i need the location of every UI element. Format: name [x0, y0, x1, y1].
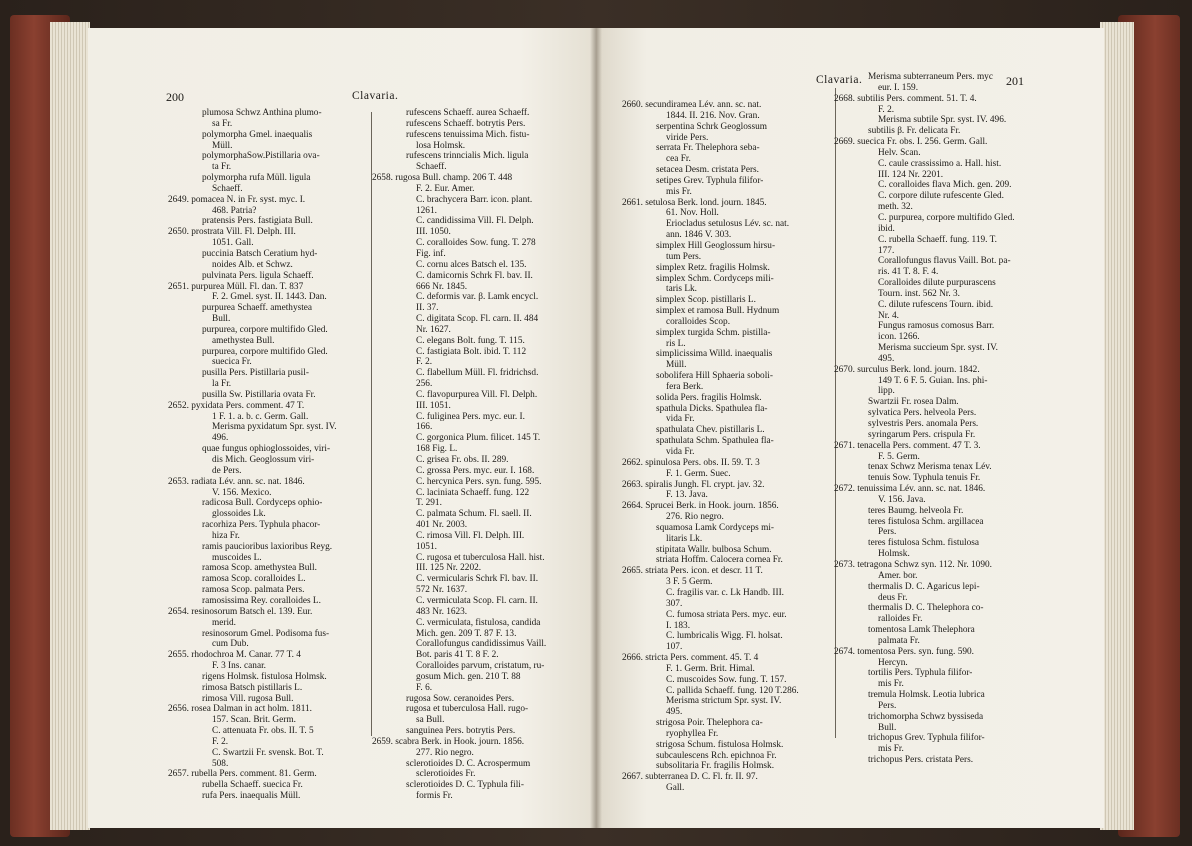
entry-line: racorhiza Pers. Typhula phacor-: [202, 520, 321, 531]
entry-line: C. cornu alces Batsch el. 135.: [416, 259, 527, 270]
entry-line: Nr. 1627.: [416, 324, 451, 335]
entry-line: purpurea, corpore multifido Gled.: [202, 324, 328, 335]
entry-line: C. dilute rufescens Tourn. ibid.: [878, 299, 994, 310]
entry-line: ramosissima Rey. coralloides L.: [202, 595, 321, 606]
entry-line: T. 291.: [416, 498, 442, 509]
entry-line: stipitata Wallr. bulbosa Schum.: [656, 544, 772, 555]
entry-line: 307.: [666, 598, 683, 609]
entry-line: rufescens Schaeff. botrytis Pers.: [406, 118, 526, 129]
entry-line: tomentosa Lamk Thelephora: [868, 625, 975, 636]
entry-line: 277. Rio negro.: [416, 747, 474, 758]
entry-line: Tourn. inst. 562 Nr. 3.: [878, 288, 960, 299]
entry-line-numbered: 2663. spiralis Jungh. Fl. crypt. jav. 32.: [622, 479, 765, 490]
entry-line: trichopus Grev. Typhula filifor-: [868, 733, 985, 744]
entry-line: meth. 32.: [878, 202, 913, 213]
entry-line-numbered: 2655. rhodochroa M. Canar. 77 T. 4: [168, 650, 301, 661]
entry-line: C. lumbricalis Wigg. Fl. holsat.: [666, 631, 783, 642]
entry-line: trichopus Pers. cristata Pers.: [868, 755, 974, 766]
entry-line: Merisma pyxidatum Spr. syst. IV.: [212, 422, 337, 433]
entry-line: 496.: [212, 433, 229, 444]
entry-line-numbered: 2653. radiata Lév. ann. sc. nat. 1846.: [168, 476, 305, 487]
entry-line: Bull.: [878, 722, 897, 733]
entry-line: noides Alb. et Schwz.: [212, 259, 293, 270]
entry-line-numbered: 2667. subterranea D. C. Fl. fr. II. 97.: [622, 772, 758, 783]
entry-line: pratensis Pers. fastigiata Bull.: [202, 216, 313, 227]
running-head: Clavaria.: [816, 74, 863, 86]
entry-line-numbered: 2673. tetragona Schwz syn. 112. Nr. 1090.: [834, 559, 992, 570]
entry-line: sclerotioides Fr.: [416, 769, 476, 780]
entry-line: C. grossa Pers. myc. eur. I. 168.: [416, 465, 535, 476]
entry-line: teres fistulosa Schm. argillacea: [868, 516, 984, 527]
entry-line: C. grisea Fr. obs. II. 289.: [416, 455, 509, 465]
entry-line: Hercyn.: [878, 657, 908, 668]
entry-line: simplicissima Willd. inaequalis: [656, 349, 773, 360]
entry-line: Corallofungus candidissimus Vaill.: [416, 639, 547, 650]
entry-line: puccinia Batsch Ceratium hyd-: [202, 248, 318, 259]
entry-line-numbered: 2670. surculus Berk. lond. journ. 1842.: [834, 364, 980, 375]
entry-line-numbered: 2654. resinosorum Batsch el. 139. Eur.: [168, 606, 313, 617]
entry-line-numbered: 2656. rosea Dalman in act holm. 1811.: [168, 704, 312, 715]
entry-line: F. 6.: [416, 682, 433, 693]
entry-line: Swartzii Fr. rosea Dalm.: [868, 397, 959, 408]
entry-line: C. coralloides Sow. fung. T. 278: [416, 238, 536, 249]
entry-line: C. fuliginea Pers. myc. eur. I.: [416, 411, 525, 422]
entry-line: rufa Pers. inaequalis Müll.: [202, 791, 301, 802]
entry-line: C. brachycera Barr. icon. plant.: [416, 194, 533, 205]
page-number: 200: [166, 90, 184, 104]
entry-line-numbered: 2674. tomentosa Pers. syn. fung. 590.: [834, 646, 974, 657]
entry-line: III. 1050.: [416, 227, 451, 238]
entry-line: C. fumosa striata Pers. myc. eur.: [666, 609, 787, 620]
entry-line: C. coralloides flava Mich. gen. 209.: [878, 180, 1012, 191]
entry-line-numbered: 2671. tenacella Pers. comment. 47 T. 3.: [834, 440, 981, 451]
entry-line: F. 2.: [212, 736, 229, 747]
entry-line: Corallofungus flavus Vaill. Bot. pa-: [878, 256, 1011, 267]
page-edges-left: [50, 22, 90, 830]
left-page-column-2: [372, 108, 592, 802]
entry-line: C. muscoides Sow. fung. T. 157.: [666, 674, 787, 685]
entry-line: ryophyllea Fr.: [666, 728, 719, 739]
entry-line: 495.: [666, 707, 683, 718]
entry-line: spathula Dicks. Spathulea fla-: [656, 403, 768, 414]
entry-line: 1051.: [416, 541, 437, 552]
book-gutter: [590, 28, 602, 828]
entry-line: setacea Desm. cristata Pers.: [656, 165, 759, 176]
entry-line: suecica Fr.: [212, 357, 252, 368]
entry-line: F. 1. Germ. Brit. Himal.: [666, 663, 755, 674]
entry-line: rufescens trinncialis Mich. ligula: [406, 151, 529, 162]
entry-line: F. 2. Gmel. syst. II. 1443. Dan.: [212, 292, 327, 303]
right-page-column-2: [834, 72, 1054, 766]
entry-line: ramosa Scop. amethystea Bull.: [202, 563, 317, 574]
entry-line: solida Pers. fragilis Holmsk.: [656, 392, 762, 403]
entry-line: strigosa Schum. fistulosa Holmsk.: [656, 739, 784, 750]
entry-line: ann. 1846 V. 303.: [666, 230, 732, 241]
entry-line: pusilla Sw. Pistillaria ovata Fr.: [202, 389, 316, 400]
entry-line-numbered: 2669. suecica Fr. obs. I. 256. Germ. Gall.: [834, 137, 988, 148]
entry-line: 149 T. 6 F. 5. Guian. Ins. phi-: [878, 375, 988, 386]
entry-line: sclerotioides D. C. Typhula fili-: [406, 780, 524, 791]
entry-line: C. attenuata Fr. obs. II. T. 5: [212, 726, 314, 737]
entry-line: 166.: [416, 422, 433, 433]
entry-line: 276. Rio negro.: [666, 512, 724, 523]
entry-line: C. rugosa et tuberculosa Hall. hist.: [416, 552, 545, 563]
entry-line: F. 2. Eur. Amer.: [416, 183, 475, 194]
entry-line-numbered: 2660. secundiramea Lév. ann. sc. nat.: [622, 100, 762, 110]
entry-line: coralloides Scop.: [666, 316, 731, 327]
entry-line: purpurea, corpore multifido Gled.: [202, 346, 328, 357]
entry-line: I. 183.: [666, 620, 691, 631]
entry-line: ramis paucioribus laxioribus Reyg.: [202, 541, 333, 552]
entry-line: 256.: [416, 379, 433, 390]
entry-line: teres fistulosa Schm. fistulosa: [868, 538, 980, 549]
entry-line: 3 F. 5 Germ.: [666, 577, 713, 588]
entry-line: purpurea Schaeff. amethystea: [202, 303, 313, 314]
entry-line: C. corpore dilute rufescente Gled.: [878, 191, 1004, 202]
page-number: 201: [1006, 74, 1024, 88]
entry-line: V. 156. Mexico.: [212, 487, 272, 498]
entry-line: 107.: [666, 642, 683, 653]
entry-line: fera Berk.: [666, 381, 704, 392]
entry-line: C. elegans Bolt. fung. T. 115.: [416, 335, 525, 346]
entry-line: litaris Lk.: [666, 533, 703, 544]
entry-line: mis Fr.: [878, 679, 904, 690]
entry-line: sobolifera Hill Sphaeria soboli-: [656, 371, 773, 382]
entry-line: simplex turgida Schm. pistilla-: [656, 327, 771, 338]
entry-line: III. 124 Nr. 2201.: [878, 169, 944, 180]
entry-line-numbered: 2661. setulosa Berk. lond. journ. 1845.: [622, 197, 767, 208]
entry-line: 508.: [212, 758, 229, 769]
entry-line: serrata Fr. Thelephora seba-: [656, 143, 760, 154]
entry-line-numbered: 2664. Sprucei Berk. in Hook. journ. 1856.: [622, 501, 779, 512]
entry-line: Gall.: [666, 783, 685, 794]
entry-line: sanguinea Pers. botrytis Pers.: [406, 726, 516, 737]
entry-line: Müll.: [212, 140, 233, 151]
entry-line: Nr. 4.: [878, 310, 899, 321]
entry-line-numbered: 2650. prostrata Vill. Fl. Delph. III.: [168, 227, 296, 238]
entry-line: hiza Fr.: [212, 530, 240, 541]
entry-line: simplex Retz. fragilis Holmsk.: [656, 262, 770, 273]
entry-line: F. 2.: [878, 104, 895, 115]
entry-line: rimosa Batsch pistillaris L.: [202, 682, 303, 693]
entry-line: 61. Nov. Holl.: [666, 208, 719, 219]
entry-line: teres Baumg. helveola Fr.: [868, 505, 964, 516]
entry-line: C. palmata Schum. Fl. saell. II.: [416, 509, 532, 520]
entry-line: eur. I. 159.: [878, 82, 919, 93]
entry-line: sylvatica Pers. helveola Pers.: [868, 408, 977, 419]
entry-line: rimosa Vill. rugosa Bull.: [202, 693, 294, 704]
running-head: Clavaria.: [352, 90, 399, 102]
entry-line: formis Fr.: [416, 791, 453, 802]
entry-line: 572 Nr. 1637.: [416, 585, 468, 596]
entry-line: glossoides Lk.: [212, 509, 266, 520]
entry-line: Fungus ramosus comosus Barr.: [878, 321, 995, 332]
entry-line-numbered: 2657. rubella Pers. comment. 81. Germ.: [168, 769, 317, 780]
entry-line: Coralloides parvum, cristatum, ru-: [416, 661, 545, 672]
entry-line: resinosorum Gmel. Podisoma fus-: [202, 628, 330, 639]
entry-line: tenuis Sow. Typhula tenuis Fr.: [868, 473, 981, 484]
entry-line: cea Fr.: [666, 154, 691, 165]
entry-line: ramosa Scop. palmata Pers.: [202, 585, 305, 596]
entry-line: squamosa Lamk Cordyceps mi-: [656, 522, 774, 533]
entry-line: subsolitaria Fr. fragilis Holmsk.: [656, 761, 775, 772]
entry-line: Eriocladus setulosus Lév. sc. nat.: [666, 219, 790, 230]
entry-line: syringarum Pers. crispula Fr.: [868, 429, 976, 440]
entry-line: tum Pers.: [666, 251, 702, 262]
entry-line: icon. 1266.: [878, 332, 920, 343]
entry-line: Merisma succieum Spr. syst. IV.: [878, 343, 998, 354]
entry-line: tremula Holmsk. Leotia lubrica: [868, 690, 985, 701]
entry-line: III. 125 Nr. 2202.: [416, 563, 482, 574]
entry-line-numbered: 2666. stricta Pers. comment. 45. T. 4: [622, 653, 759, 664]
entry-line: C. candidissima Vill. Fl. Delph.: [416, 216, 534, 227]
entry-line: spathulata Schm. Spathulea fla-: [656, 436, 774, 447]
entry-line: C. fastigiata Bolt. ibid. T. 112: [416, 346, 527, 357]
entry-line: C. fragilis var. c. Lk Handb. III.: [666, 587, 784, 598]
entry-line: Schaeff.: [416, 162, 447, 173]
entry-line: Schaeff.: [212, 183, 243, 194]
right-page: [596, 28, 1104, 828]
entry-line: V. 156. Java.: [878, 494, 926, 505]
entry-line: pulvinata Pers. ligula Schaeff.: [202, 270, 314, 281]
entry-line: tortilis Pers. Typhula filifor-: [868, 668, 973, 679]
entry-line: II. 37.: [416, 303, 439, 314]
entry-line: 401 Nr. 2003.: [416, 520, 468, 531]
entry-line: C. vermiculata, fistulosa, candida: [416, 617, 541, 628]
entry-line: F. 2.: [416, 357, 433, 368]
entry-line: C. rubella Schaeff. fung. 119. T.: [878, 234, 997, 245]
right-page-column-1: [622, 100, 842, 794]
entry-line: Helv. Scan.: [878, 147, 921, 158]
entry-line: Holmsk.: [878, 549, 910, 560]
entry-line: sclerotioides D. C. Acrospermum: [406, 758, 531, 769]
entry-line: C. Swartzii Fr. svensk. Bot. T.: [212, 747, 324, 758]
entry-line: merid.: [212, 617, 237, 628]
entry-line-numbered: 2662. spinulosa Pers. obs. II. 59. T. 3: [622, 457, 760, 468]
entry-line: rigens Holmsk. fistulosa Holmsk.: [202, 671, 327, 682]
entry-line: C. purpurea, corpore multifido Gled.: [878, 212, 1015, 223]
entry-line: tenax Schwz Merisma tenax Lév.: [868, 462, 992, 473]
entry-line: 483 Nr. 1623.: [416, 606, 468, 617]
entry-line: pusilla Pers. Pistillaria pusil-: [202, 368, 309, 379]
entry-line: C. gorgonica Plum. filicet. 145 T.: [416, 433, 541, 444]
entry-line: serpentina Schrk Geoglossum: [656, 121, 768, 132]
entry-line-numbered: 2651. purpurea Müll. Fl. dan. T. 837: [168, 281, 304, 292]
entry-line: simplex Schm. Cordyceps mili-: [656, 273, 774, 284]
entry-line: vida Fr.: [666, 414, 695, 425]
entry-line: 1844. II. 216. Nov. Gran.: [666, 110, 760, 121]
entry-line: C. vermicularis Schrk Fl. bav. II.: [416, 574, 539, 585]
entry-line: ibid.: [878, 223, 895, 234]
entry-line: III. 1051.: [416, 400, 451, 411]
entry-line: deus Fr.: [878, 592, 908, 603]
entry-line: la Fr.: [212, 379, 232, 390]
entry-line: cum Dub.: [212, 639, 249, 650]
entry-line: Merisma subtile Spr. syst. IV. 496.: [878, 115, 1007, 126]
entry-line: viride Pers.: [666, 132, 709, 143]
entry-line-numbered: 2668. subtilis Pers. comment. 51. T. 4.: [834, 93, 977, 104]
entry-line: de Pers.: [212, 465, 242, 476]
entry-line: ta Fr.: [212, 162, 232, 173]
page-edges-right: [1100, 22, 1134, 830]
left-page: [88, 28, 596, 828]
entry-line: dis Mich. Geoglossum viri-: [212, 455, 315, 465]
entry-line: Bull.: [212, 314, 231, 325]
entry-line: ralloides Fr.: [878, 614, 923, 625]
entry-line: Fig. inf.: [416, 248, 446, 259]
entry-line: F. 1. Germ. Suec.: [666, 468, 731, 479]
entry-line: rugosa et tuberculosa Hall. rugo-: [406, 704, 529, 715]
entry-line: quae fungus ophioglossoides, viri-: [202, 444, 331, 455]
entry-line: C. hercynica Pers. syn. fung. 595.: [416, 476, 542, 487]
entry-line: simplex et ramosa Bull. Hydnum: [656, 306, 780, 317]
entry-line: muscoides L.: [212, 552, 262, 563]
entry-line: 468. Patria?: [212, 205, 257, 216]
entry-line-numbered: 2658. rugosa Bull. champ. 206 T. 448: [372, 173, 513, 184]
entry-line: rufescens Schaeff. aurea Schaeff.: [406, 108, 530, 118]
entry-line: trichomorpha Schwz byssiseda: [868, 711, 984, 722]
entry-line: rubella Schaeff. suecica Fr.: [202, 780, 303, 791]
entry-line: polymorpha rufa Müll. ligula: [202, 173, 311, 184]
entry-line: Pers.: [878, 527, 897, 538]
entry-line: C. rimosa Vill. Fl. Delph. III.: [416, 530, 525, 541]
entry-line: setipes Grev. Typhula filifor-: [656, 175, 764, 186]
entry-line: Amer. bor.: [878, 570, 918, 581]
entry-line: C. damicornis Schrk Fl. bav. II.: [416, 270, 533, 281]
entry-line-numbered: 2672. tenuissima Lév. ann. sc. nat. 1846.: [834, 484, 986, 495]
entry-line: subcaulescens Rch. epichnoa Fr.: [656, 750, 777, 761]
entry-line: ramosa Scop. coralloides L.: [202, 574, 306, 585]
entry-line: thermalis D. C. Agaricus lepi-: [868, 581, 980, 592]
entry-line: C. deformis var. β. Lamk encycl.: [416, 292, 539, 303]
entry-line: rufescens tenuissima Mich. fistu-: [406, 129, 530, 140]
entry-line: 177.: [878, 245, 895, 256]
entry-line: simplex Hill Geoglossum hirsu-: [656, 240, 776, 251]
entry-line: vida Fr.: [666, 447, 695, 457]
entry-line: sa Bull.: [416, 715, 445, 726]
entry-line: F. 13. Java.: [666, 490, 708, 501]
entry-line: taris Lk.: [666, 284, 697, 295]
entry-line: gosum Mich. gen. 210 T. 88: [416, 671, 521, 682]
entry-line: sa Fr.: [212, 118, 233, 129]
entry-line: Mich. gen. 209 T. 87 F. 13.: [416, 628, 517, 639]
entry-line: F. 3 Ins. canar.: [212, 661, 266, 672]
entry-line: sylvestris Pers. anomala Pers.: [868, 419, 979, 429]
entry-line: C. caule crassissimo a. Hall. hist.: [878, 158, 1002, 169]
entry-line: polymorphaSow.Pistillaria ova-: [202, 151, 320, 162]
entry-line: palmata Fr.: [878, 635, 920, 646]
entry-line: subtilis β. Fr. delicata Fr.: [868, 126, 961, 137]
entry-line: polymorpha Gmel. inaequalis: [202, 129, 313, 140]
entry-line: Pers.: [878, 700, 897, 711]
entry-line: 168 Fig. L.: [416, 444, 458, 455]
entry-line: Bot. paris 41 T. 8 F. 2.: [416, 650, 499, 661]
entry-line: thermalis D. C. Thelephora co-: [868, 603, 984, 614]
entry-line: C. vermiculata Scop. Fl. carn. II.: [416, 595, 538, 606]
entry-line: 1261.: [416, 205, 437, 216]
entry-line: 1 F. 1. a. b. c. Germ. Gall.: [212, 411, 309, 422]
entry-line: losa Holmsk.: [416, 140, 466, 151]
entry-line: ris. 41 T. 8. F. 4.: [878, 267, 939, 278]
entry-line: lipp.: [878, 386, 895, 397]
entry-line-numbered: 2665. striata Pers. icon. et descr. 11 T.: [622, 566, 763, 577]
entry-line: Merisma subterraneum Pers. myc: [868, 72, 993, 82]
left-page-column-1: [168, 108, 388, 802]
entry-line: radicosa Bull. Cordyceps ophio-: [202, 498, 323, 509]
entry-line-numbered: 2649. pomacea N. in Fr. syst. myc. I.: [168, 194, 306, 205]
entry-line: C. pallida Schaeff. fung. 120 T.286.: [666, 685, 799, 696]
entry-line: Coralloides dilute purpurascens: [878, 278, 996, 289]
entry-line: C. flabellum Müll. Fl. fridrichsd.: [416, 368, 539, 379]
entry-line-numbered: 2652. pyxidata Pers. comment. 47 T.: [168, 400, 305, 411]
entry-line: 495.: [878, 353, 895, 364]
entry-line: C. laciniata Schaeff. fung. 122: [416, 487, 530, 498]
entry-line: F. 5. Germ.: [878, 451, 920, 462]
entry-line: plumosa Schwz Anthina plumo-: [202, 108, 322, 118]
entry-line: Müll.: [666, 360, 687, 371]
entry-line: C. flavopurpurea Vill. Fl. Delph.: [416, 389, 538, 400]
entry-line-numbered: 2659. scabra Berk. in Hook. journ. 1856.: [372, 736, 525, 747]
entry-line: 1051. Gall.: [212, 238, 254, 249]
entry-line: striata Hoffm. Calocera cornea Fr.: [656, 555, 783, 566]
entry-line: amethystea Bull.: [212, 335, 275, 346]
entry-line: 666 Nr. 1845.: [416, 281, 468, 292]
entry-line: mis Fr.: [666, 186, 692, 197]
entry-line: simplex Scop. pistillaris L.: [656, 295, 756, 306]
entry-line: Merisma strictum Spr. syst. IV.: [666, 696, 782, 707]
entry-line: rugosa Sow. ceranoides Pers.: [406, 693, 515, 704]
entry-line: spathulata Chev. pistillaris L.: [656, 425, 765, 436]
entry-line: C. digitata Scop. Fl. carn. II. 484: [416, 314, 539, 325]
entry-line: 157. Scan. Brit. Germ.: [212, 715, 296, 726]
entry-line: mis Fr.: [878, 744, 904, 755]
entry-line: ris L.: [666, 338, 686, 349]
entry-line: strigosa Poir. Thelephora ca-: [656, 718, 763, 729]
